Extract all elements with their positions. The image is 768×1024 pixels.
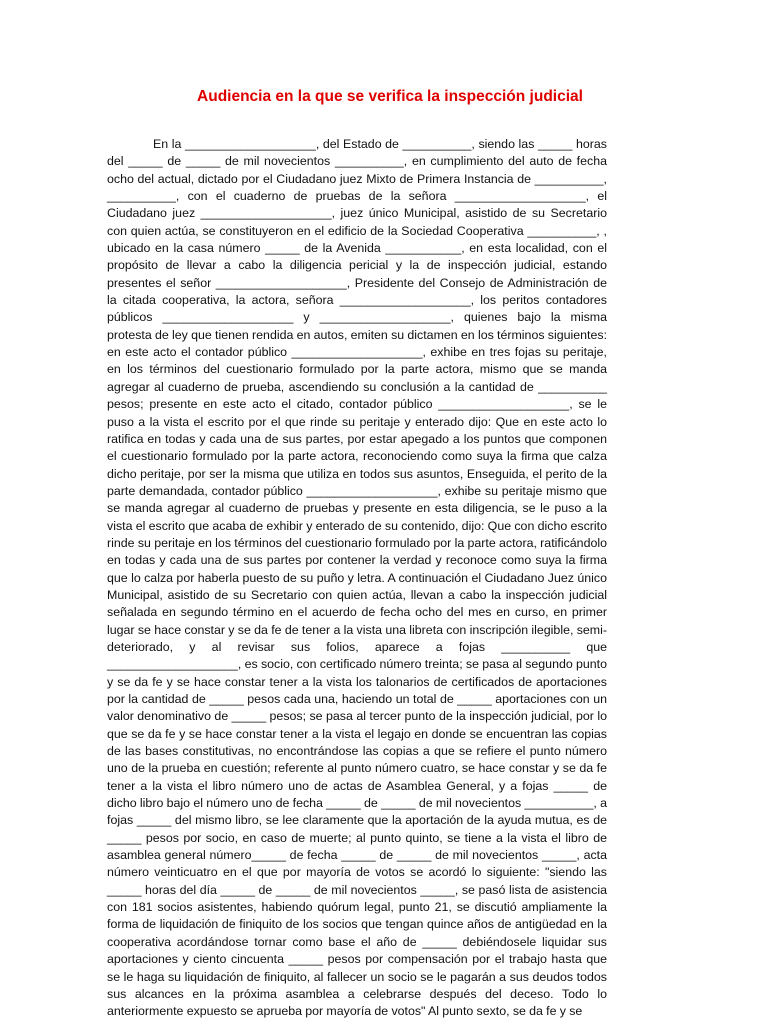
document-title: Audiencia en la que se verifica la inspección judicial — [197, 88, 583, 105]
document-body-paragraph: En la ___________________, del Estado de __________, siendo las _____ horas del _____ de _____ de mil novecientos __________, en cumplimiento del auto de fecha ocho del actual, dictado por el Ciudadano juez Mixto de Primera Instancia de __________, __________, con el cuaderno de pruebas de la señora ___________________, el Ciudadano juez ___________________, juez único Municipal, asistido de su Secretario con quien actúa, se constituyeron en el edificio de la Sociedad Cooperativa __________, , ubicado en la casa número _____ de la Avenida ___________, en esta localidad, con el propósito de llevar a cabo la diligencia pericial y la de inspección judicial, estando presentes el señor ___________________, Presidente del Consejo de Administración de la citada cooperativa, la actora, señora ___________________, los peritos contadores públicos ___________________ y ___________________, quienes bajo la misma protesta de ley que tienen rendida en autos, emiten su dictamen en los términos siguientes: en este acto el contador público ___________________, exhibe en tres fojas su peritaje, en los términos del cuestionario formulado por la parte actora, mismo que se manda agregar al cuaderno de prueba, ascendiendo su conclusión a la cantidad de __________ pesos; presente en este acto el citado, contador público ___________________, se le puso a la vista el escrito por el que rinde su peritaje y enterado dijo: Que en este acto lo ratifica en todas y cada una de sus partes, por estar apegado a los puntos que componen el cuestionario formulado por la parte actora, reconociendo como suya la firma que calza dicho peritaje, por ser la misma que utiliza en todos sus asuntos, Enseguida, el perito de la parte demandada, contador público ___________________, exhibe su peritaje mismo que se manda agregar al cuaderno de pruebas y presente en esta diligencia, se le puso a la vista el escrito que acaba de exhibir y enterado de su contenido, dijo: Que con dicho escrito rinde su peritaje en los términos del cuestionario formulado por la parte actora, ratificándolo en todas y cada una de sus partes por contener la verdad y reconoce como suya la firma que lo calza por haberla puesto de su puño y letra. A continuación el Ciudadano Juez único Municipal, asistido de su Secretario con quien actúa, llevan a cabo la inspección judicial señalada en segundo término en el acuerdo de fecha ocho del mes en curso, en primer lugar se hace constar y se da fe de tener a la vista una libreta con inscripción ilegible, semi-deteriorado, y al revisar sus folios, aparece a fojas __________ que ___________________, es socio, con certificado número treinta; se pasa al segundo punto y se da fe y se hace constar tener a la vista los talonarios de certificados de aportaciones por la cantidad de _____ pesos cada una, haciendo un total de _____ aportaciones con un valor denominativo de _____ pesos; se pasa al tercer punto de la inspección judicial, por lo que se da fe y se hace constar tener a la vista el legajo en donde se encuentran las copias de las bases constitutivas, no encontrándose las copias a que se refiere el punto número uno de la prueba en cuestión; referente al punto número cuatro, se hace constar y se da fe tener a la vista el libro número uno de actas de Asamblea General, y a fojas _____ de dicho libro bajo el número uno de fecha _____ de _____ de mil novecientos __________, a fojas _____ del mismo libro, se lee claramente que la aportación de la ayuda mutua, es de _____ pesos por socio, en caso de muerte; al punto quinto, se tiene a la vista el libro de asamblea general número_____ de fecha _____ de _____ de mil novecientos _____, acta número veinticuatro en el que por mayoría de votos se acordó lo siguiente: "siendo las _____ horas del día _____ de _____ de mil novecientos _____, se pasó lista de asistencia con 181 socios asistentes, habiendo quórum legal, punto 21, se discutió ampliamente la forma de liquidación de finiquito de los socios que tengan quince años de antigüedad en la cooperativa acordándose tornar como base el año de _____ debiéndosele liquidar sus aportaciones y ciento cincuenta _____ pesos por compensación por el trabajo hasta que se le haga su liquidación de finiquito, al fallecer un socio se le pagarán a sus deudos todos sus alcances en la próxima asamblea a celebrarse después del deceso. Todo lo anteriormente expuesto se aprueba por mayoría de votos" Al punto sexto, se da fe y se — [107, 137, 608, 1019]
